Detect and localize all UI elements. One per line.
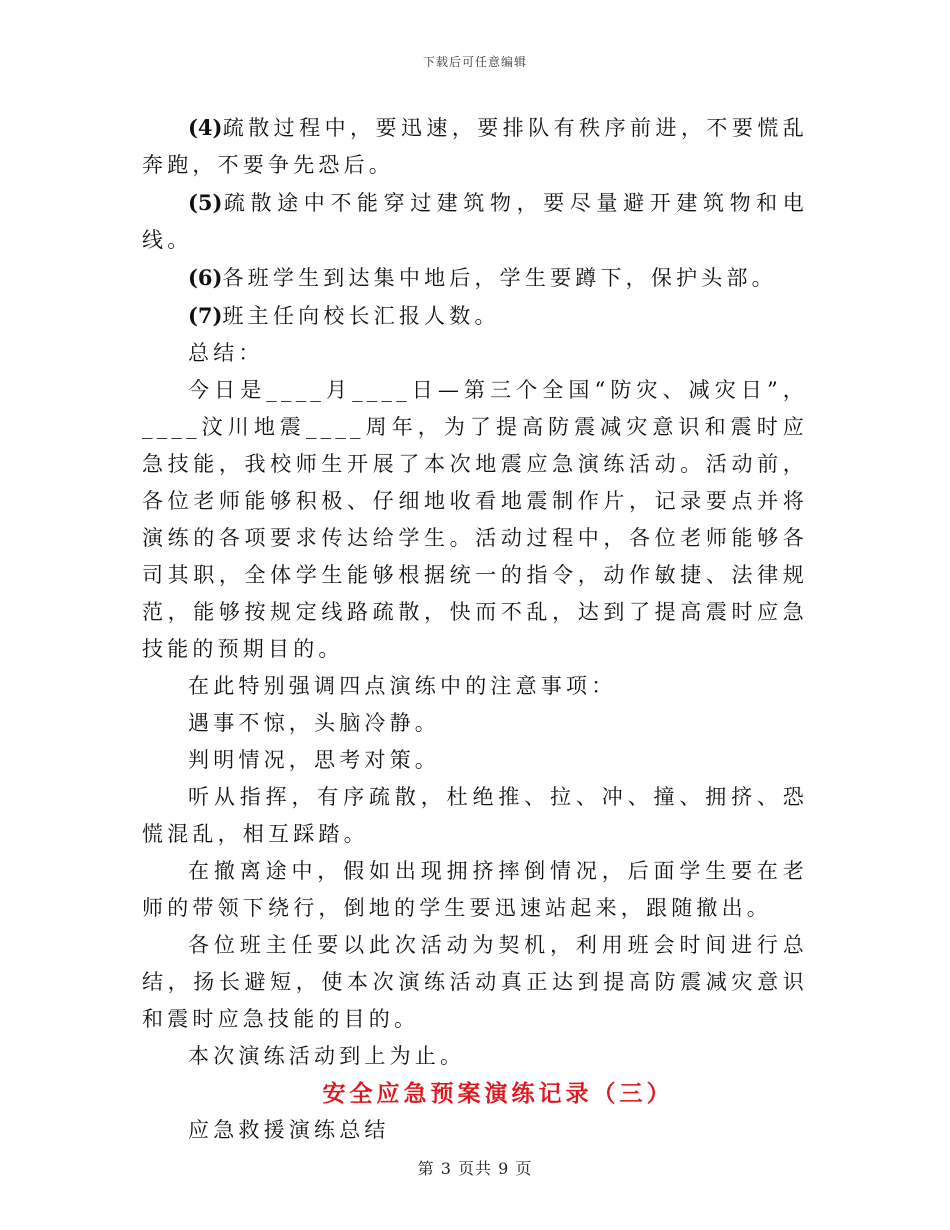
list-item: (5)疏散途中不能穿过建筑物，要尽量避开建筑物和电线。: [142, 190, 808, 252]
closing-paragraph: 本次演练活动到上为止。: [188, 1044, 466, 1068]
point-item: 遇事不惊，头脑冷静。: [188, 711, 440, 735]
page-footer: 第 3 页共 9 页: [417, 1159, 533, 1178]
page-header: 下载后可任意编辑: [422, 55, 527, 69]
summary-label: 总结：: [188, 341, 264, 365]
section-subtitle: 应急救援演练总结: [188, 1118, 390, 1142]
point-item: 在撤离途中，假如出现拥挤摔倒情况，后面学生要在老师的带领下绕行，倒地的学生要迅速站起来，跟随撤出。: [142, 859, 808, 920]
section-title: 安全应急预案演练记录（三）: [322, 1080, 674, 1107]
list-item: (7)班主任向校长汇报人数。: [188, 303, 500, 328]
point-item: 判明情况，思考对策。: [188, 748, 440, 772]
summary-paragraph: 今日是____月____日—第三个全国“防灾、减灾日”，____汶川地震____周年，为了提高防震减灾意识和震时应急技能，我校师生开展了本次地震应急演练活动。活动前，各位老师能够积极、仔细地收看地震制作片，记录要点并将演练的各项要求传达给学生。活动过程中，各位老师能够各司其职，全体学生能够根据统一的指令，动作敏捷、法律规范，能够按规定线路疏散，快而不乱，达到了提高震时应急技能的预期目的。: [142, 378, 808, 661]
list-item: (6)各班学生到达集中地后，学生要蹲下，保护头部。: [188, 265, 777, 290]
closing-paragraph: 各位班主任要以此次活动为契机，利用班会时间进行总结，扬长避短，使本次演练活动真正达到提高防震减灾意识和震时应急技能的目的。: [142, 933, 808, 1031]
emphasis-intro: 在此特别强调四点演练中的注意事项：: [188, 674, 617, 698]
document-body: [142, 109, 808, 1149]
point-item: 听从指挥，有序疏散，杜绝推、拉、冲、撞、拥挤、恐慌混乱，相互踩踏。: [142, 785, 808, 846]
list-item: (4)疏散过程中，要迅速，要排队有秩序前进，不要慌乱奔跑，不要争先恐后。: [142, 115, 808, 177]
